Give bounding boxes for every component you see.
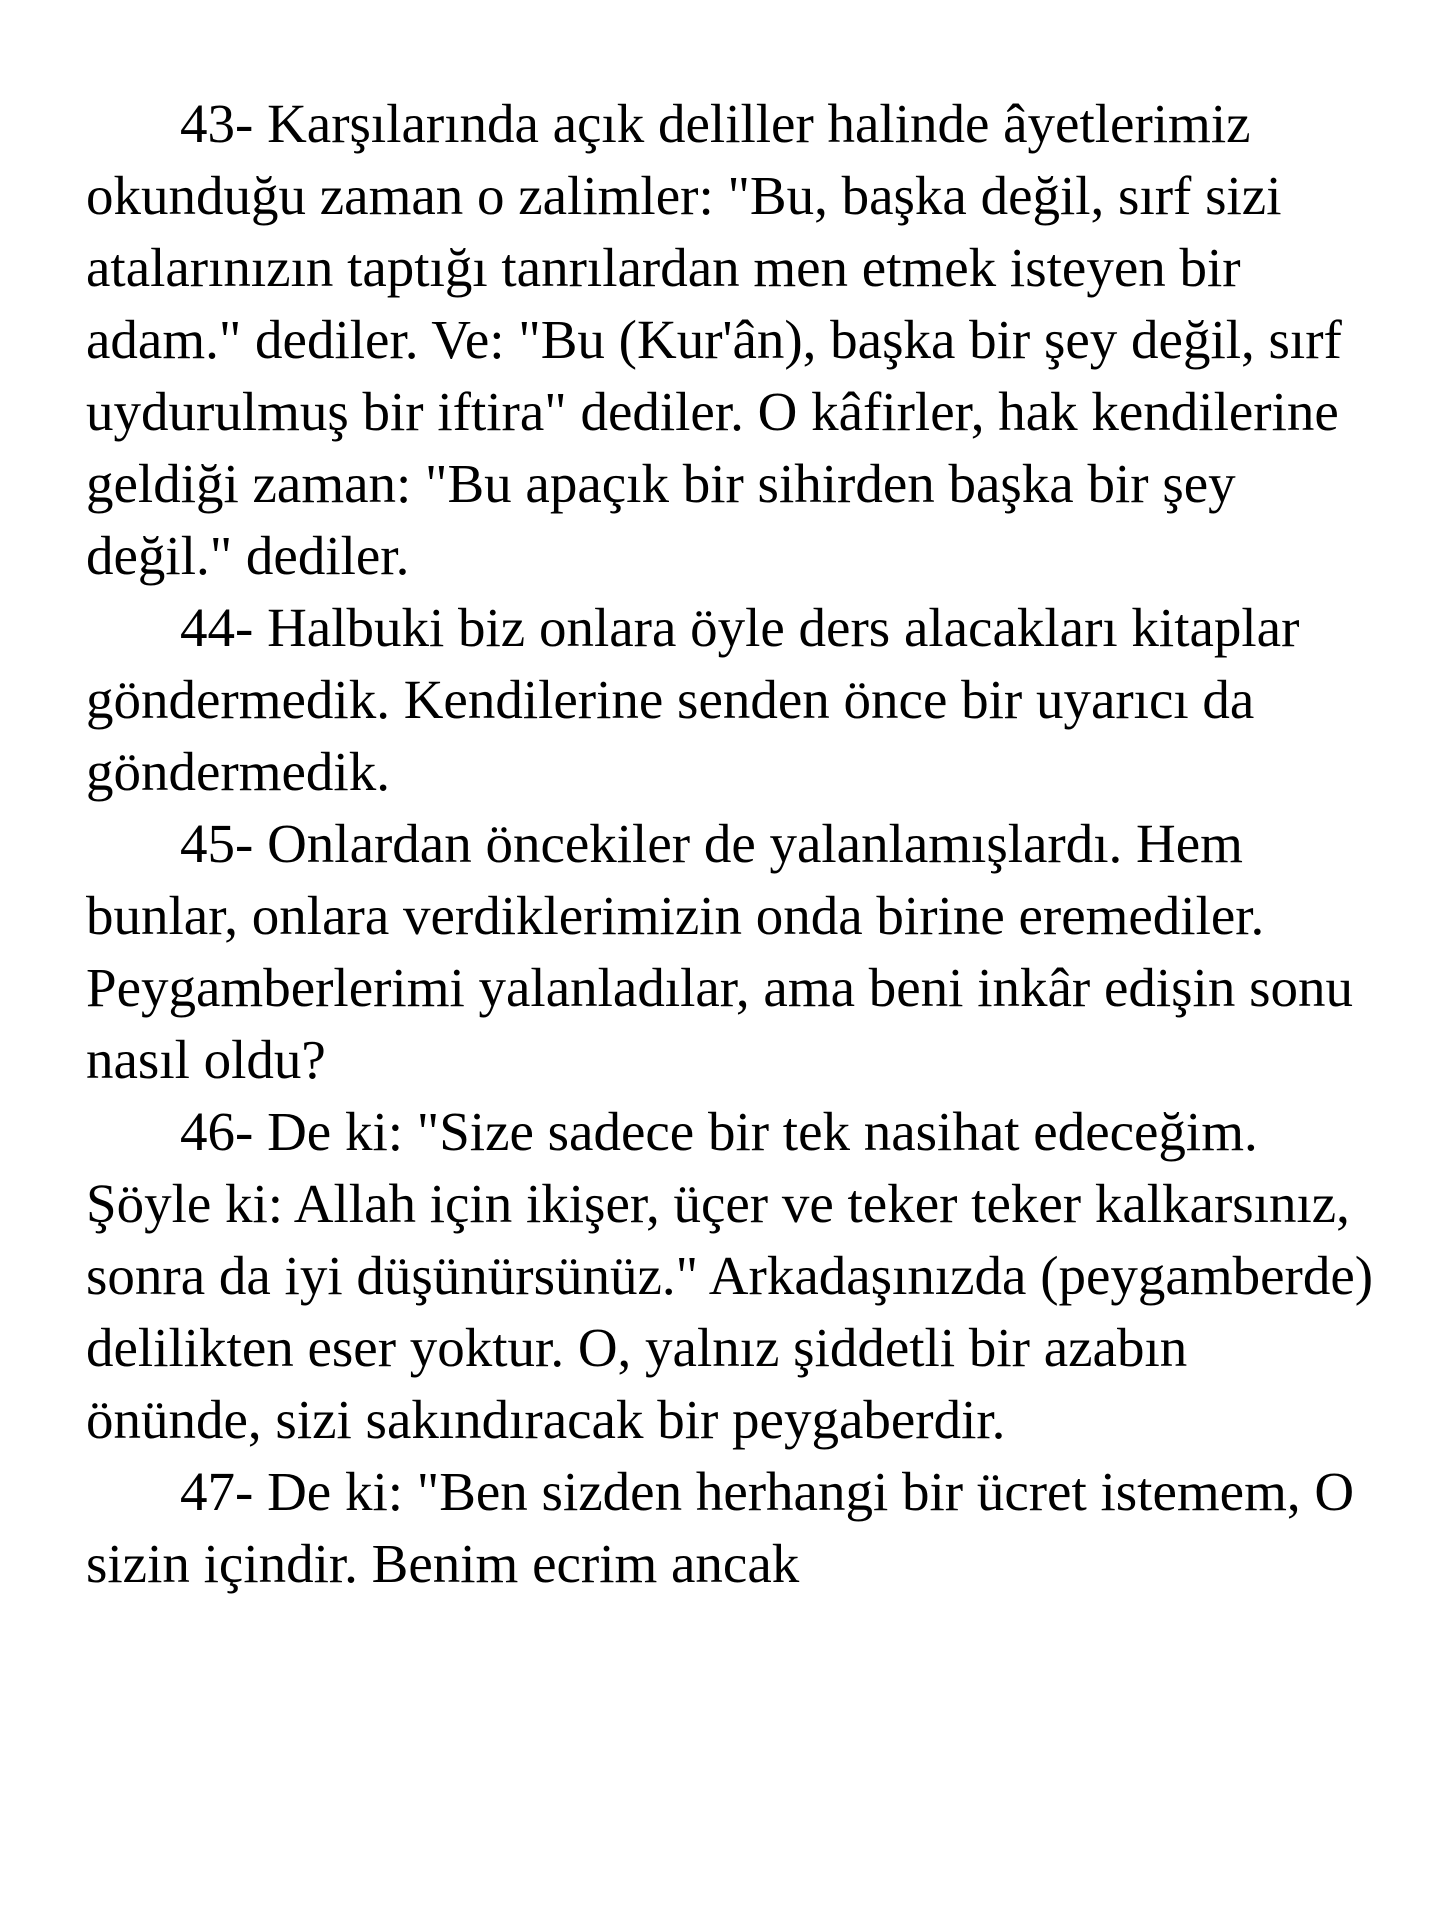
verse-47: 47- De ki: "Ben sizden herhangi bir ücret istemem, O sizin içindir. Benim ecrim ancak xyxy=(86,1461,1355,1594)
verse-44: 44- Halbuki biz onlara öyle ders alacakları kitaplar göndermedik. Kendilerine senden önce bir uyarıcı da göndermedik. xyxy=(86,597,1300,802)
verse-43: 43- Karşılarında açık deliller halinde âyetlerimiz okunduğu zaman o zalimler: "Bu, başka değil, sırf sizi atalarınızın taptığı tanrılardan men etmek isteyen bir adam." dediler. Ve: "Bu (Kur'ân), başka bir şey değil, sırf uydurulmuş bir iftira" dediler. O kâfirler, hak kendilerine geldiği zaman: "Bu apaçık bir sihirden başka bir şey değil." dediler. xyxy=(86,93,1342,586)
document-text xyxy=(86,88,1376,1600)
verse-45: 45- Onlardan öncekiler de yalanlamışlardı. Hem bunlar, onlara verdiklerimizin onda birine eremediler. Peygamberlerimi yalanladılar, ama beni inkâr edişin sonu nasıl oldu? xyxy=(86,813,1353,1090)
verse-46: 46- De ki: "Size sadece bir tek nasihat edeceğim. Şöyle ki: Allah için ikişer, üçer ve teker teker kalkarsınız, sonra da iyi düşünürsünüz." Arkadaşınızda (peygamberde) delilikten eser yoktur. O, yalnız şiddetli bir azabın önünde, sizi sakındıracak bir peygaberdir. xyxy=(86,1101,1374,1450)
